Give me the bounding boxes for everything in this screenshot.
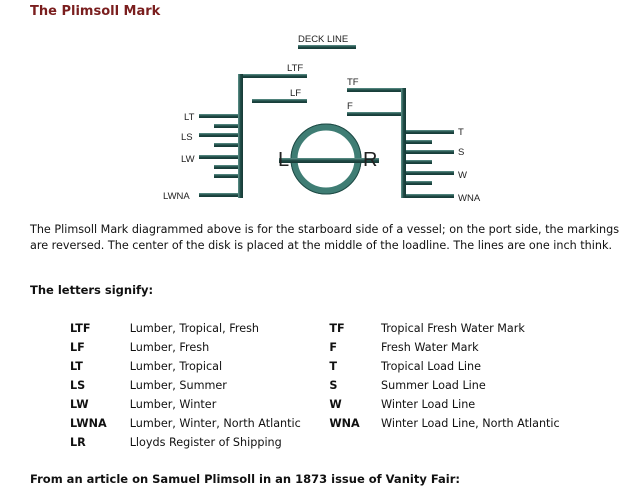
table-row (70, 414, 640, 433)
meaning-cell: Lumber, Tropical (129, 360, 223, 373)
meaning-cell: Lumber, Fresh (129, 341, 210, 354)
meaning-cell: Lloyds Register of Shipping (129, 436, 282, 449)
meaning-cell: Fresh Water Mark (381, 341, 479, 354)
deck-line (298, 45, 356, 49)
code-cell: LR (70, 436, 86, 449)
label-f: F (347, 101, 353, 112)
legend-table (70, 319, 640, 452)
label-lw: LW (181, 154, 195, 165)
line-lt (199, 114, 238, 118)
label-t: T (458, 127, 464, 138)
code-cell: T (329, 360, 337, 373)
label-lt: LT (184, 112, 195, 123)
meaning-cell: Winter Load Line (381, 398, 476, 411)
line-lf (252, 99, 307, 103)
description-paragraph: The Plimsoll Mark diagrammed above is for the starboard side of a vessel; on the port side, the markings are reversed. The center of the disk is placed at the middle of the loadline. The lines are one inch think. (30, 223, 620, 252)
line-ls (199, 133, 238, 137)
label-w: W (458, 170, 467, 181)
extra-tick-3 (214, 165, 238, 169)
line-wna (406, 194, 454, 198)
table-row (70, 357, 640, 376)
table-row (70, 395, 640, 414)
label-ls: LS (181, 132, 193, 143)
label-lwna: LWNA (163, 191, 190, 202)
table-row (70, 376, 640, 395)
deck-line-label: DECK LINE (298, 34, 349, 45)
table-row (70, 319, 640, 338)
letter-l: L (278, 149, 290, 171)
meaning-cell: Summer Load Line (381, 379, 486, 392)
meaning-cell: Lumber, Winter (129, 398, 217, 411)
label-wna: WNA (458, 193, 481, 204)
code-cell: LWNA (70, 417, 107, 430)
label-ltf: LTF (287, 63, 304, 74)
code-cell: W (329, 398, 342, 411)
page-title: The Plimsoll Mark (30, 4, 161, 19)
plimsoll-mark-diagram (0, 0, 640, 215)
code-cell (329, 433, 381, 452)
loadline-vertical-bar (401, 88, 406, 198)
line-tf (347, 88, 401, 92)
line-lwna (199, 193, 238, 197)
extra-tick-2 (214, 143, 238, 147)
label-lf: LF (290, 88, 302, 99)
meaning-cell: Tropical Fresh Water Mark (381, 322, 525, 335)
meaning-cell (381, 433, 640, 452)
meaning-cell: Winter Load Line, North Atlantic (381, 417, 560, 430)
letter-r: R (363, 149, 378, 171)
right-tick-1 (406, 140, 432, 144)
code-cell: LW (70, 398, 89, 411)
right-tick-2 (406, 160, 432, 164)
label-tf: TF (347, 77, 359, 88)
line-lw (199, 155, 238, 159)
lumber-vertical-bar (238, 74, 243, 198)
extra-tick-4 (214, 174, 238, 178)
code-cell: LTF (70, 322, 91, 335)
article-source-line: From an article on Samuel Plimsoll in an 1873 issue of Vanity Fair: (30, 472, 460, 486)
code-cell: F (329, 341, 337, 354)
table-row (70, 338, 640, 357)
code-cell: LT (70, 360, 83, 373)
extra-tick-1 (214, 124, 238, 128)
line-ltf (243, 74, 307, 78)
code-cell: WNA (329, 417, 360, 430)
meaning-cell: Lumber, Summer (129, 379, 227, 392)
line-f (347, 112, 401, 116)
table-row (70, 433, 640, 452)
code-cell: S (329, 379, 338, 392)
code-cell: LS (70, 379, 86, 392)
code-cell: LF (70, 341, 85, 354)
right-tick-3 (406, 181, 432, 185)
line-w (406, 171, 454, 175)
meaning-cell: Tropical Load Line (381, 360, 482, 373)
letters-subheading: The letters signify: (30, 283, 154, 297)
line-t (406, 130, 454, 134)
line-s (406, 150, 454, 154)
code-cell: TF (329, 322, 345, 335)
label-s: S (458, 147, 465, 158)
meaning-cell: Lumber, Tropical, Fresh (129, 322, 260, 335)
meaning-cell: Lumber, Winter, North Atlantic (129, 417, 301, 430)
